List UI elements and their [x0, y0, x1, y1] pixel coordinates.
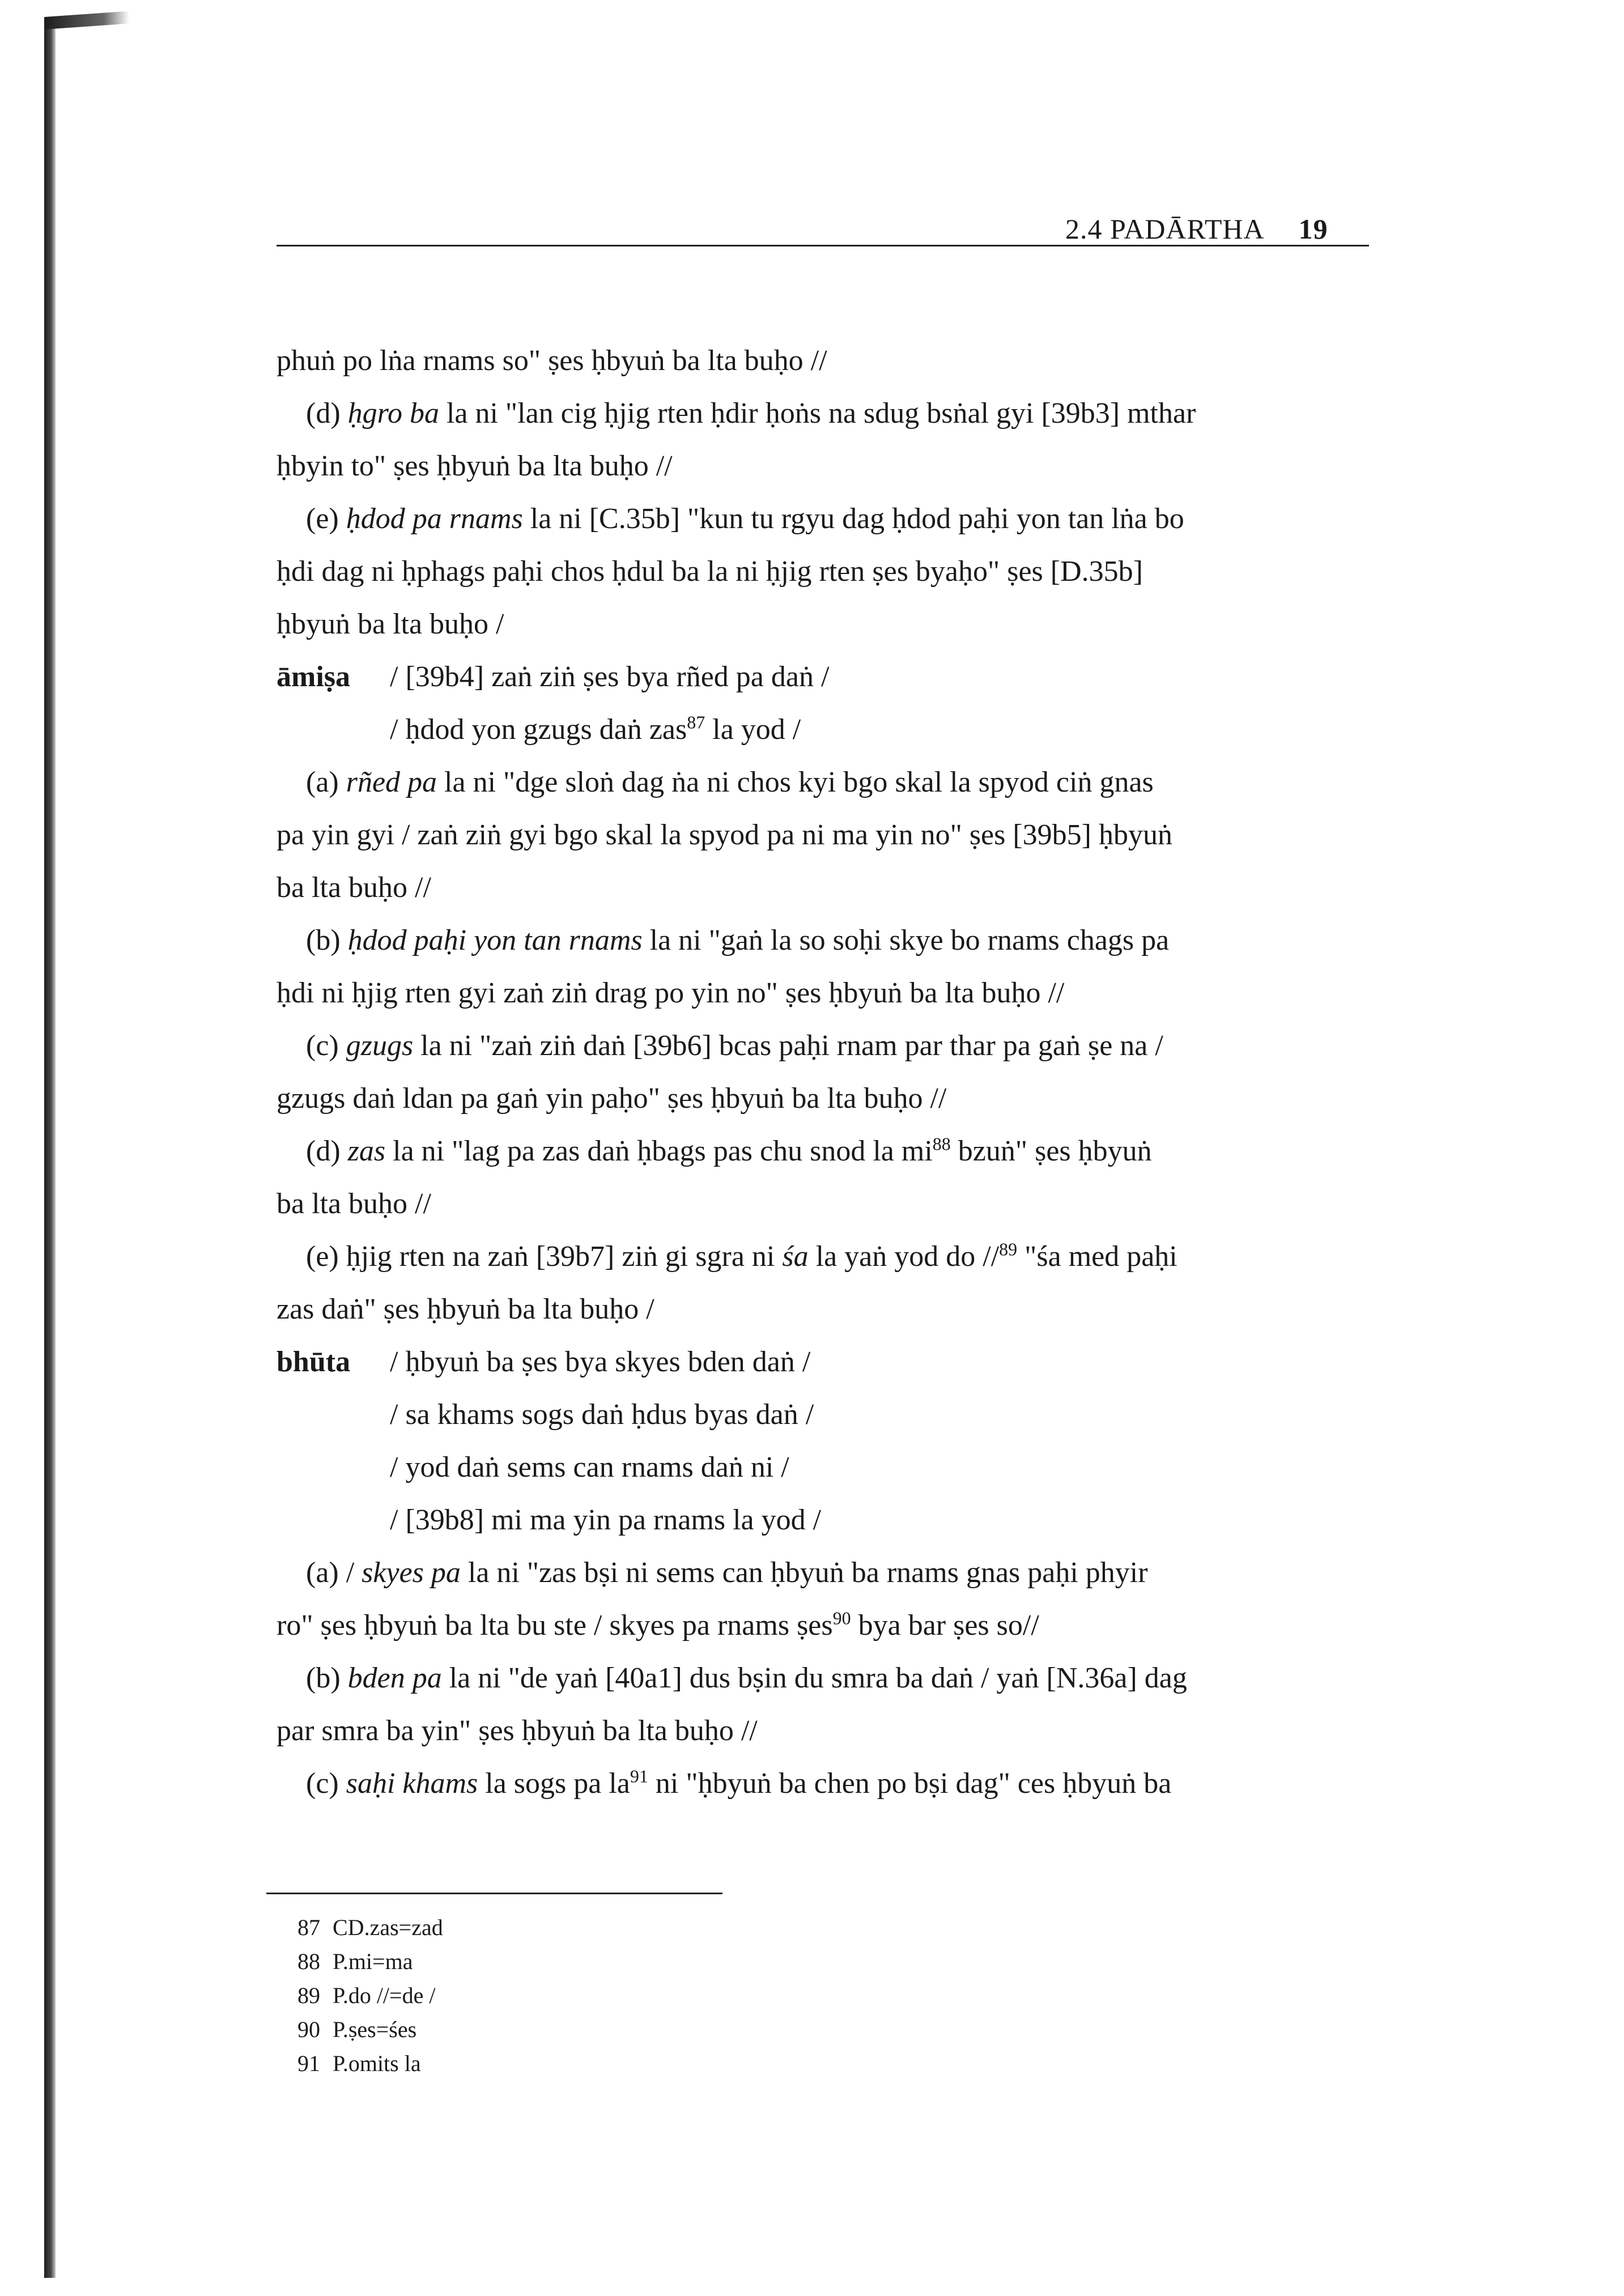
line-text: ḥdi dag ni ḥphags paḥi chos ḥdul ba la ni ḥjig rten ṣes byaḥo" ṣes [D.35b]	[277, 555, 1143, 588]
footnote-text: P.do //=de /	[333, 1983, 436, 2008]
term: śa	[782, 1240, 809, 1273]
line-text: gzugs daṅ ldan pa gaṅ yin paḥo" ṣes ḥbyuṅ ba lta buḥo //	[277, 1082, 947, 1115]
footnote	[297, 1979, 443, 2013]
line-text: ḥdi ni ḥjig rten gyi zaṅ ziṅ drag po yin no" ṣes ḥbyuṅ ba lta buḥo //	[277, 977, 1065, 1009]
line-text: la ni "gaṅ la so soḥi skye bo rnams chags pa	[642, 924, 1170, 956]
line-text: ḥbyuṅ ba lta buḥo /	[277, 608, 504, 640]
text-line	[277, 1019, 1387, 1072]
text-line	[277, 861, 1387, 914]
main-text	[277, 334, 1387, 1810]
term: ḥdod paḥi yon tan rnams	[347, 924, 643, 956]
line-text: / [39b4] zaṅ ziṅ ṣes bya rñed pa daṅ /	[390, 661, 830, 693]
item-label: (d)	[306, 397, 348, 430]
text-line	[277, 703, 1387, 756]
header-rule	[277, 245, 1369, 246]
line-text: la ni "de yaṅ [40a1] dus bṣin du smra ba daṅ / yaṅ [N.36a] dag	[441, 1662, 1187, 1694]
text-line	[277, 809, 1387, 861]
term: ḥdod pa rnams	[346, 503, 523, 535]
text-line	[277, 1125, 1387, 1177]
running-head	[1065, 212, 1328, 245]
footnote-number: 87	[297, 1915, 320, 1940]
footnote-ref: 87	[687, 712, 705, 733]
term: gzugs	[346, 1030, 414, 1062]
line-text: / ḥbyuṅ ba ṣes bya skyes bden daṅ /	[390, 1346, 811, 1378]
line-text: (e) ḥjig rten na zaṅ [39b7] ziṅ gi sgra ni	[306, 1240, 783, 1273]
text-line	[277, 914, 1387, 967]
text-line	[277, 650, 1387, 703]
headword: āmiṣa	[277, 661, 350, 693]
term: ḥgro ba	[347, 397, 439, 430]
footnote	[297, 1911, 443, 1945]
line-text: la ni "zaṅ ziṅ daṅ [39b6] bcas paḥi rnam par thar pa gaṅ ṣe na /	[413, 1030, 1163, 1062]
line-text: la sogs pa la	[478, 1767, 630, 1800]
text-line	[277, 1757, 1387, 1810]
footnote-number: 88	[297, 1949, 320, 1974]
line-text: bzuṅ" ṣes ḥbyuṅ	[950, 1135, 1152, 1167]
footnote-ref: 88	[932, 1133, 951, 1154]
line-text: la ni "zas bṣi ni sems can ḥbyuṅ ba rnams gnas paḥi phyir	[460, 1557, 1148, 1589]
text-line	[277, 1283, 1387, 1336]
footnote	[297, 2047, 443, 2081]
footnote-text: P.mi=ma	[333, 1949, 413, 1974]
item-label: (b)	[306, 924, 348, 956]
line-text: phuṅ po lṅa rnams so" ṣes ḥbyuṅ ba lta buḥo //	[277, 345, 827, 377]
footnote-text: CD.zas=zad	[333, 1915, 443, 1940]
line-text: la yod /	[705, 713, 801, 746]
text-line	[277, 598, 1387, 650]
footnotes	[297, 1911, 443, 2081]
footnote-number: 91	[297, 2051, 320, 2076]
footnote-rule	[266, 1893, 722, 1894]
footnote-number: 89	[297, 1983, 320, 2008]
term: zas	[347, 1135, 386, 1167]
line-text: ni "ḥbyuṅ ba chen po bṣi dag" ces ḥbyuṅ ba	[648, 1767, 1172, 1800]
footnote-text: P.ṣes=śes	[333, 2017, 417, 2042]
line-text: ba lta buḥo //	[277, 1188, 431, 1220]
item-label: (d)	[306, 1135, 348, 1167]
text-line	[277, 1704, 1387, 1757]
item-label: (e)	[306, 503, 346, 535]
footnote-text: P.omits la	[333, 2051, 421, 2076]
text-line	[277, 1336, 1387, 1388]
item-label: (c)	[306, 1767, 346, 1800]
headword: bhūta	[277, 1346, 351, 1378]
line-text: / yod daṅ sems can rnams daṅ ni /	[390, 1451, 789, 1483]
text-line	[277, 1494, 1387, 1546]
line-text: la ni [C.35b] "kun tu rgyu dag ḥdod paḥi yon tan lṅa bo	[522, 503, 1184, 535]
line-text: la ni "lag pa zas daṅ ḥbags pas chu snod la mi	[385, 1135, 933, 1167]
line-text: ba lta buḥo //	[277, 871, 431, 904]
term: skyes pa	[362, 1557, 461, 1589]
line-text: pa yin gyi / zaṅ ziṅ gyi bgo skal la spyod pa ni ma yin no" ṣes [39b5] ḥbyuṅ	[277, 819, 1172, 851]
text-line	[277, 1072, 1387, 1125]
footnote-number: 90	[297, 2017, 320, 2042]
line-text: par smra ba yin" ṣes ḥbyuṅ ba lta buḥo //	[277, 1715, 758, 1747]
line-text: la yaṅ yod do //	[808, 1240, 1000, 1273]
book-binding-shadow	[44, 17, 56, 2278]
term: rñed pa	[346, 766, 437, 798]
line-text: "śa med paḥi	[1017, 1240, 1177, 1273]
text-line	[277, 1599, 1387, 1652]
text-line	[277, 756, 1387, 809]
text-line	[277, 440, 1387, 492]
line-text: zas daṅ" ṣes ḥbyuṅ ba lta buḥo /	[277, 1293, 654, 1325]
term: saḥi khams	[346, 1767, 478, 1800]
text-line	[277, 1546, 1387, 1599]
line-text: ḥbyin to" ṣes ḥbyuṅ ba lta buḥo //	[277, 450, 673, 482]
text-line	[277, 1177, 1387, 1230]
line-text: / [39b8] mi ma yin pa rnams la yod /	[390, 1504, 822, 1536]
text-line	[277, 1230, 1387, 1283]
term: bden pa	[347, 1662, 442, 1694]
text-line	[277, 967, 1387, 1019]
page-number: 19	[1298, 213, 1328, 245]
item-label: (c)	[306, 1030, 346, 1062]
footnote-ref: 89	[999, 1239, 1018, 1260]
line-text: ro" ṣes ḥbyuṅ ba lta bu ste / skyes pa rnams ṣes	[277, 1609, 833, 1642]
text-line	[277, 334, 1387, 387]
book-binding-corner	[44, 11, 129, 29]
line-text: la ni "dge sloṅ dag ṅa ni chos kyi bgo skal la spyod ciṅ gnas	[437, 766, 1154, 798]
text-line	[277, 545, 1387, 598]
section-title: 2.4 PADĀRTHA	[1065, 213, 1265, 245]
text-line	[277, 1441, 1387, 1494]
text-line	[277, 1388, 1387, 1441]
text-line	[277, 1652, 1387, 1704]
footnote-ref: 91	[630, 1766, 648, 1787]
text-line	[277, 387, 1387, 440]
text-line	[277, 492, 1387, 545]
item-label: (b)	[306, 1662, 348, 1694]
line-text: bya bar ṣes so//	[851, 1609, 1039, 1642]
line-text: la ni "lan cig ḥjig rten ḥdir ḥoṅs na sdug bsṅal gyi [39b3] mthar	[439, 397, 1196, 430]
footnote	[297, 1945, 443, 1979]
footnote-ref: 90	[832, 1608, 851, 1629]
line-text: / ḥdod yon gzugs daṅ zas	[390, 713, 687, 746]
line-text: / sa khams sogs daṅ ḥdus byas daṅ /	[390, 1398, 814, 1431]
item-label: (a)	[306, 766, 346, 798]
footnote	[297, 2013, 443, 2047]
item-label: (a) /	[306, 1557, 362, 1589]
